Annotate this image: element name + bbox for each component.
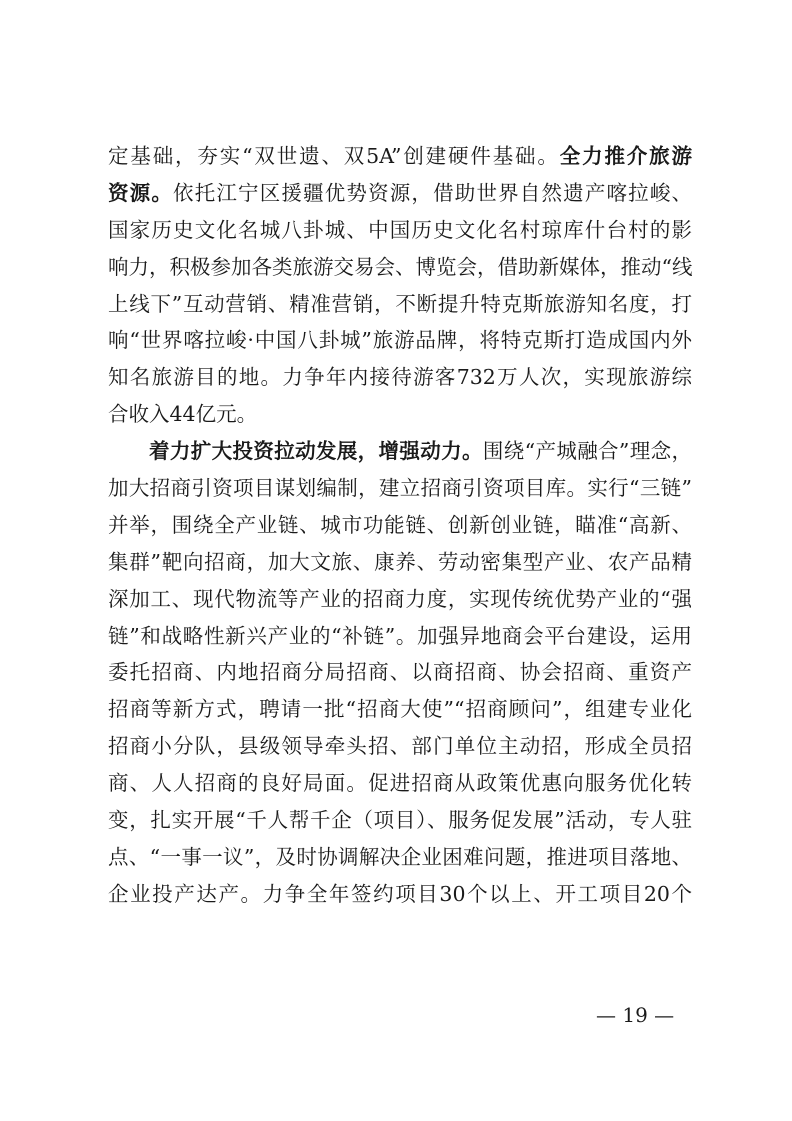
paragraph-investment bbox=[108, 433, 692, 913]
text-line: 招商小分队，县级领导牵头招、部门单位主动招，形成全员招 bbox=[108, 734, 692, 759]
document-body bbox=[108, 138, 692, 913]
text-line: 响“世界喀拉峻·中国八卦城”旅游品牌，将特克斯打造成国内外 bbox=[108, 328, 692, 353]
text-line: 响力，积极参加各类旅游交易会、博览会，借助新媒体，推动“线 bbox=[108, 254, 692, 279]
text-line: 上线下”互动营销、精准营销，不断提升特克斯旅游知名度，打 bbox=[108, 291, 692, 316]
page-number: — 19 — bbox=[596, 1003, 675, 1027]
text-line bbox=[108, 138, 692, 175]
bold-heading-run: 资源。 bbox=[108, 180, 174, 205]
text-run: 围绕“产城融合”理念， bbox=[482, 439, 692, 464]
text-line: 商、人人招商的良好局面。促进招商从政策优惠向服务优化转 bbox=[108, 771, 692, 796]
text-line: 点、“一事一议”，及时协调解决企业困难问题，推进项目落地、 bbox=[108, 844, 692, 869]
text-line: 集群”靶向招商，加大文旅、康养、劳动密集型产业、农产品精 bbox=[108, 549, 692, 574]
text-line: 知名旅游目的地。力争年内接待游客732万人次，实现旅游综 bbox=[108, 365, 692, 390]
paragraph-tourism bbox=[108, 138, 692, 433]
text-line: 国家历史文化名城八卦城、中国历史文化名村琼库什台村的影 bbox=[108, 217, 692, 242]
text-line: 深加工、现代物流等产业的招商力度，实现传统优势产业的“强 bbox=[108, 586, 692, 611]
text-line: 招商等新方式，聘请一批“招商大使”“招商顾问”，组建专业化 bbox=[108, 697, 692, 722]
text-line: 链”和战略性新兴产业的“补链”。加强异地商会平台建设，运用 bbox=[108, 623, 692, 648]
text-line bbox=[108, 433, 692, 470]
bold-heading-run: 着力扩大投资拉动发展，增强动力。 bbox=[149, 439, 483, 464]
text-line: 并举，围绕全产业链、城市功能链、创新创业链，瞄准“高新、 bbox=[108, 512, 692, 537]
text-line: 企业投产达产。力争全年签约项目30个以上、开工项目20个 bbox=[108, 881, 692, 906]
text-line: 变，扎实开展“千人帮千企（项目）、服务促发展”活动，专人驻 bbox=[108, 808, 692, 833]
text-run: 定基础，夯实“双世遗、双5A”创建硬件基础。 bbox=[108, 144, 560, 168]
text-line: 合收入44亿元。 bbox=[108, 402, 258, 427]
bold-heading-run: 全力推介旅游 bbox=[559, 144, 692, 168]
text-run: 依托江宁区援疆优势资源，借助世界自然遗产喀拉峻、 bbox=[173, 180, 692, 205]
text-line bbox=[108, 175, 692, 212]
text-line: 加大招商引资项目谋划编制，建立招商引资项目库。实行“三链” bbox=[108, 476, 692, 501]
text-line: 委托招商、内地招商分局招商、以商招商、协会招商、重资产 bbox=[108, 660, 692, 685]
